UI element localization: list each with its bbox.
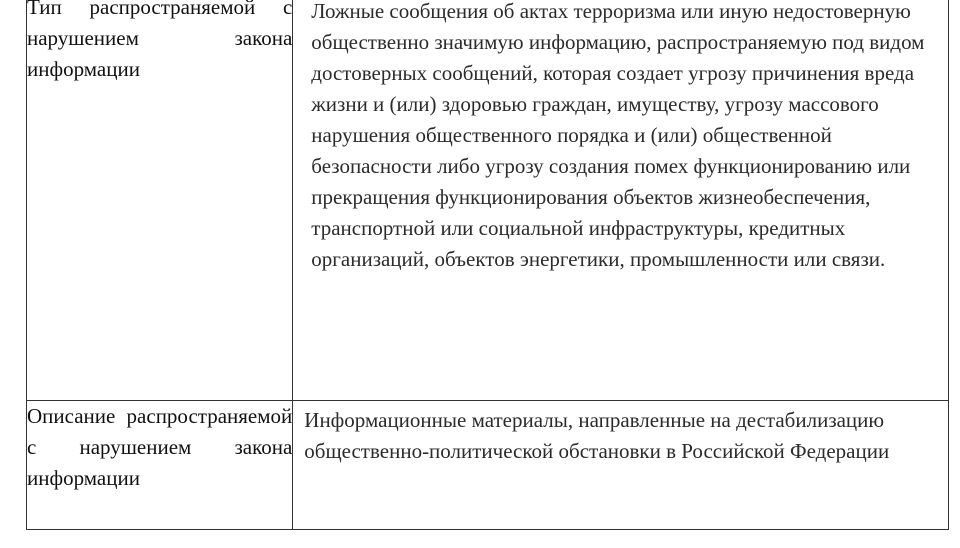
- info-type-label: Тип распространяемой с нарушением закона информации: [27, 0, 293, 401]
- info-table: [26, 0, 949, 530]
- table-row-info-type: [27, 0, 949, 401]
- table-row-info-description: [27, 401, 949, 530]
- info-description-label: Описание распространяемой с нарушением закона информации: [27, 401, 293, 530]
- info-type-value: Ложные сообщения об актах терроризма или иную недостоверную общественно значимую информацию, распространяемую под видом достоверных сообщений, которая создает угрозу причинения вреда жизни и (или) здоровью граждан, имуществу, угрозу массового нарушения общественного порядка и (или) общественной безопасности либо угрозу создания помех функционированию или прекращения функционирования объектов жизнеобеспечения, транспортной или социальной инфраструктуры, кредитных организаций, объектов энергетики, промышленности или связи.: [293, 0, 949, 401]
- info-description-value: Информационные материалы, направленные на дестабилизацию общественно-политической обстановки в Российской Федерации: [293, 401, 949, 530]
